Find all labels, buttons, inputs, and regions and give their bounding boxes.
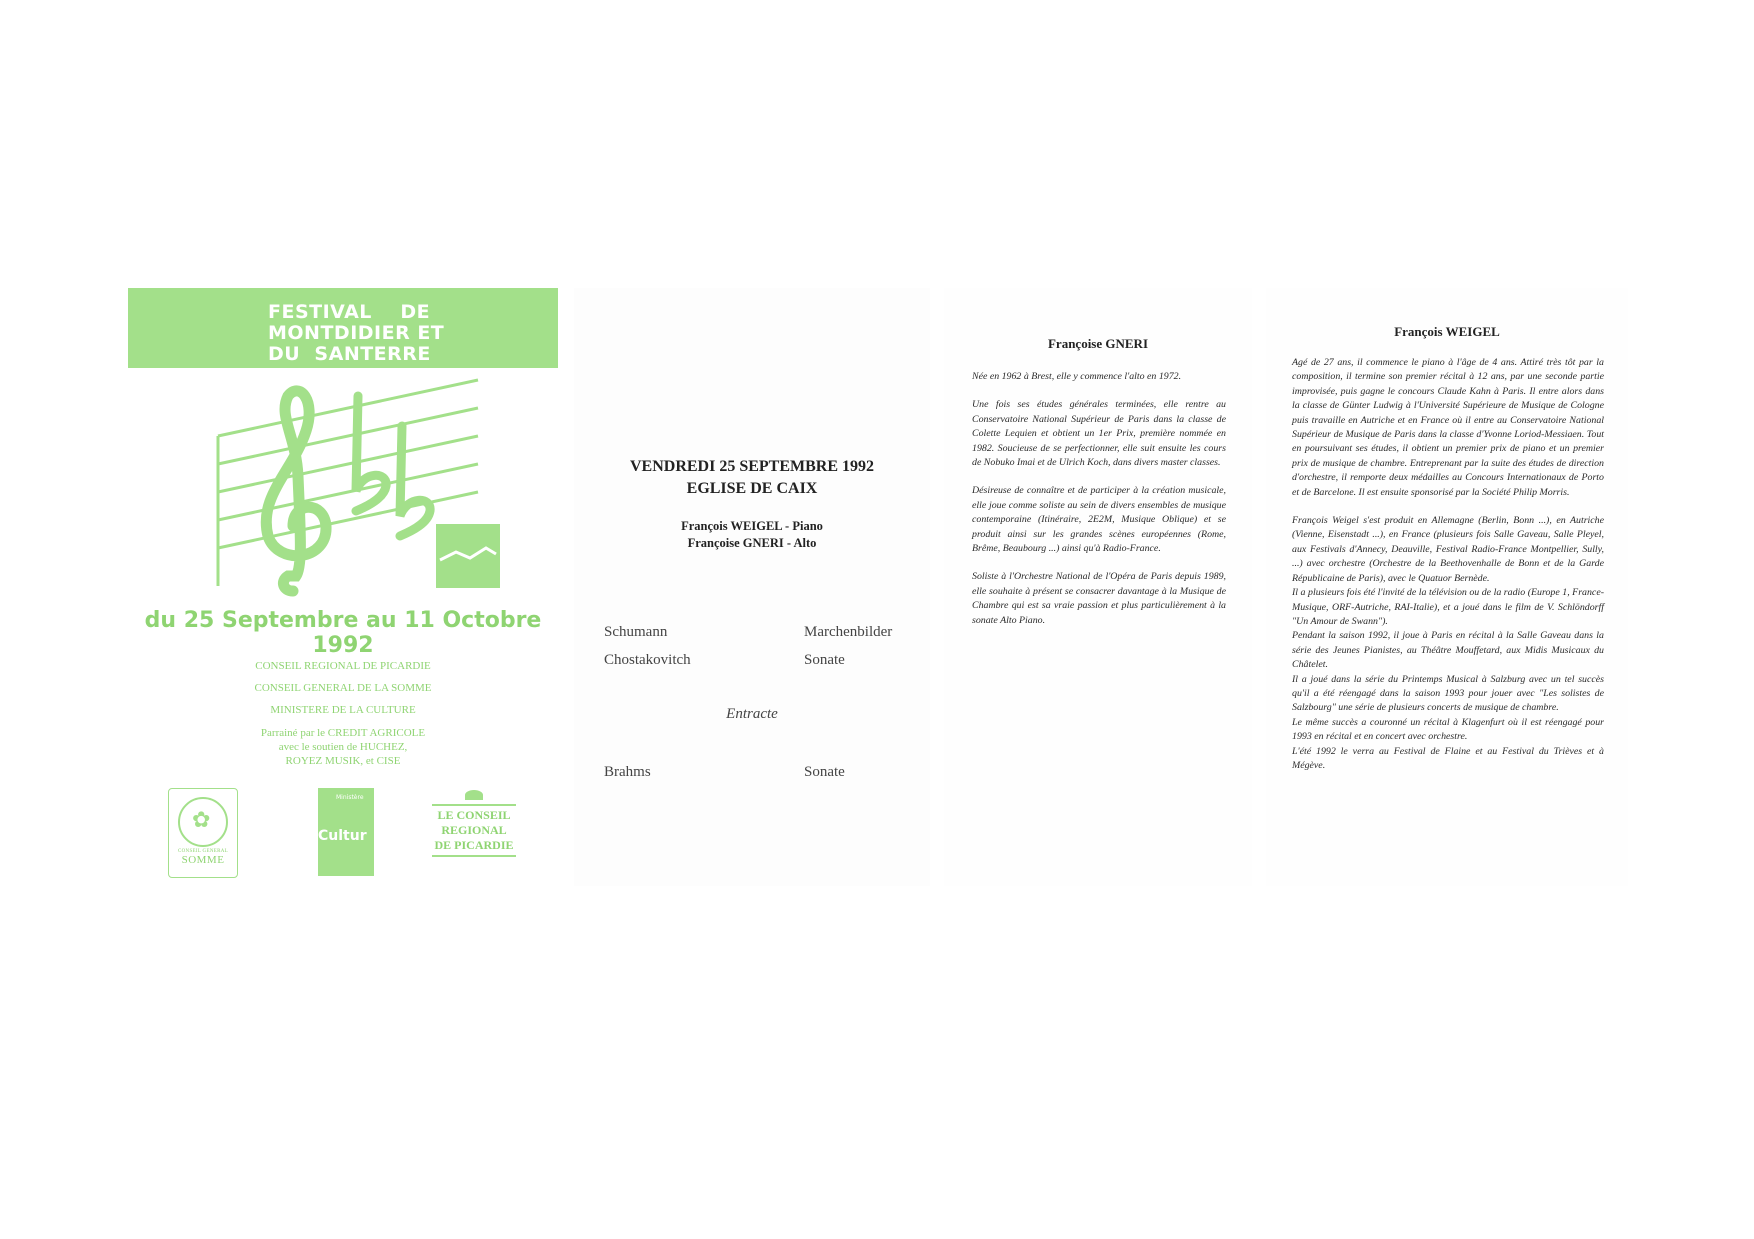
radio-logo: [436, 524, 500, 588]
composer: Brahms: [604, 764, 651, 780]
bio-paragraph: Il a joué dans la série du Printemps Musical à Salzburg avec un tel succès qu'il a été réengagé dans la saison 1993 pour jouer avec "Les solistes de Salzbourg" une série de plusieurs concerts de musique de chambre.: [1292, 673, 1604, 714]
performer-list: [574, 518, 930, 552]
bio-paragraph: Agé de 27 ans, il commence le piano à l'âge de 4 ans. Attiré très tôt par la composition, il termine son premier récital à 12 ans, par une seconde partie improvisée, puis gagne le concours Claude Kahn à Paris. Il entre alors dans la classe de Günter Ludwig à l'Université Supérieure de Musique de Cologne puis travaille en Autriche et en France où il entre au Conservatoire National Supérieur de Musique de Paris dans la classe d'Yvonne Loriod-Messiaen. Tout en poursuivant ses études, il obtient un premier prix de piano et un premier prix de musique de chambre. Entreprenant par la suite des études de direction d'orchestre, il remporte deux médailles au Concours Internationaux de Porto et de Barcelone. Il est ensuite sponsorisé par la Société Philip Morris.: [1292, 357, 1604, 498]
work-title: Sonate: [804, 764, 845, 780]
bio-paragraph: Pendant la saison 1992, il joue à Paris en récital à la Salle Gaveau dans la série des Jeunes Pianistes, au Théâtre Mouffetard, aux Midis Musicaux du Châtelet.: [1292, 630, 1604, 671]
bio-paragraph: Une fois ses études générales terminées, elle rentre au Conservatoire National Supérieur de Paris dans la classe de Colette Lequien et obtient un 1er Prix, première nommée en 1982. Soucieuse de se perfectionner, elle suit ensuite les cours de Nobuko Imai et de Ulrich Koch, dans divers master classes.: [972, 399, 1226, 469]
culture-ministry-logo: Ministère Cultur: [318, 788, 374, 876]
bio-paragraph: Le même succès a couronné un récital à Klagenfurt où il est réengagé pour 1993 en récital et en concert avec orchestre.: [1292, 716, 1604, 743]
concert-program: [574, 288, 930, 886]
sponsor-item: CONSEIL GENERAL DE LA SOMME: [254, 682, 432, 694]
bio-title: François WEIGEL: [1394, 324, 1500, 339]
bio-paragraph: Désireuse de connaître et de participer à la création musicale, elle joue comme soliste au sein de divers ensembles de musique contemporaine (Itinéraire, 2E2M, Musique Oblique) et se produit ainsi sur les grandes scènes européennes (Rome, Brême, Beaubourg ...) ainsi qu'à Radio-France.: [972, 485, 1226, 555]
composer: Schumann: [604, 624, 668, 640]
bio-paragraph: L'été 1992 le verra au Festival de Flaine et au Festival du Trièves et à Mégève.: [1292, 745, 1604, 771]
festival-cover: [128, 288, 558, 878]
patronage-line: ROYEZ MUSIK, et CISE: [285, 755, 401, 767]
biography-weigel: [1266, 288, 1628, 886]
program-heading: [574, 456, 930, 500]
bio-paragraph: François Weigel s'est produit en Allemagne (Berlin, Bonn ...), en Autriche (Vienne, Eisenstadt ...), en France (plusieurs fois Salle Gaveau, Salle Pleyel, aux Festivals d'Annecy, Deauville, Festival Radio-France Montpellier, Sully, ...) avec orchestre (Orchestre de la Beethovenhalle de Bonn et de la Garde Républicaine de Paris), avec le Quatuor Bernède.: [1292, 515, 1604, 584]
work-title: Sonate: [804, 652, 845, 668]
festival-dates: du 25 Septembre au 11 Octobre 1992: [144, 608, 542, 658]
composer: Chostakovitch: [604, 652, 691, 668]
title-banner: [128, 288, 558, 368]
performer: Françoise GNERI - Alto: [687, 536, 817, 550]
bio-paragraph: Il a plusieurs fois été l'invité de la télévision ou de la radio (Europe 1, France-Musique, ORF-Autriche, RAI-Italie), et a joué dans le film de V. Schlöndorff "Un Amour de Swann").: [1292, 587, 1604, 627]
patronage-line: Parrainé par le CREDIT AGRICOLE: [260, 727, 426, 739]
flat-sign-icon: [356, 396, 386, 511]
work-title: Marchenbilder: [804, 624, 893, 640]
sponsor-item: CONSEIL REGIONAL DE PICARDIE: [255, 660, 431, 672]
patronage-line: avec le soutien de HUCHEZ,: [278, 741, 408, 753]
logo-row: [168, 786, 528, 878]
festival-title: [268, 302, 468, 365]
bio-paragraph: Soliste à l'Orchestre National de l'Opéra de Paris depuis 1989, elle souhaite à présent se consacrer davantage à la Musique de Chambre qui est sa vraie passion et plus particulièrement à la sonate Alto Piano.: [972, 571, 1226, 626]
sponsor-item: MINISTERE DE LA CULTURE: [270, 704, 416, 716]
bio-body: [972, 370, 1226, 642]
concert-date: VENDREDI 25 SEPTEMBRE 1992: [629, 458, 875, 475]
biography-gneri: [944, 288, 1252, 886]
somme-logo: ✿ CONSEIL GENERAL SOMME: [168, 788, 238, 878]
treble-clef-icon: [266, 391, 326, 591]
title-line: DU SANTERRE: [268, 343, 431, 365]
intermission: Entracte: [726, 706, 778, 722]
title-line: FESTIVAL DE: [268, 301, 431, 323]
sponsor-list: [218, 660, 468, 768]
flat-sign-icon: [400, 426, 430, 536]
concert-venue: EGLISE DE CAIX: [686, 480, 818, 497]
patronage-text: [218, 726, 468, 768]
picardie-council-logo: LE CONSEIL REGIONAL DE PICARDIE: [432, 788, 516, 876]
bio-title: Françoise GNERI: [1047, 336, 1149, 351]
title-line: MONTDIDIER ET: [268, 322, 445, 344]
bio-body: [1292, 356, 1604, 773]
bio-paragraph: Née en 1962 à Brest, elle y commence l'alto en 1972.: [972, 371, 1182, 382]
performer: François WEIGEL - Piano: [681, 519, 823, 533]
